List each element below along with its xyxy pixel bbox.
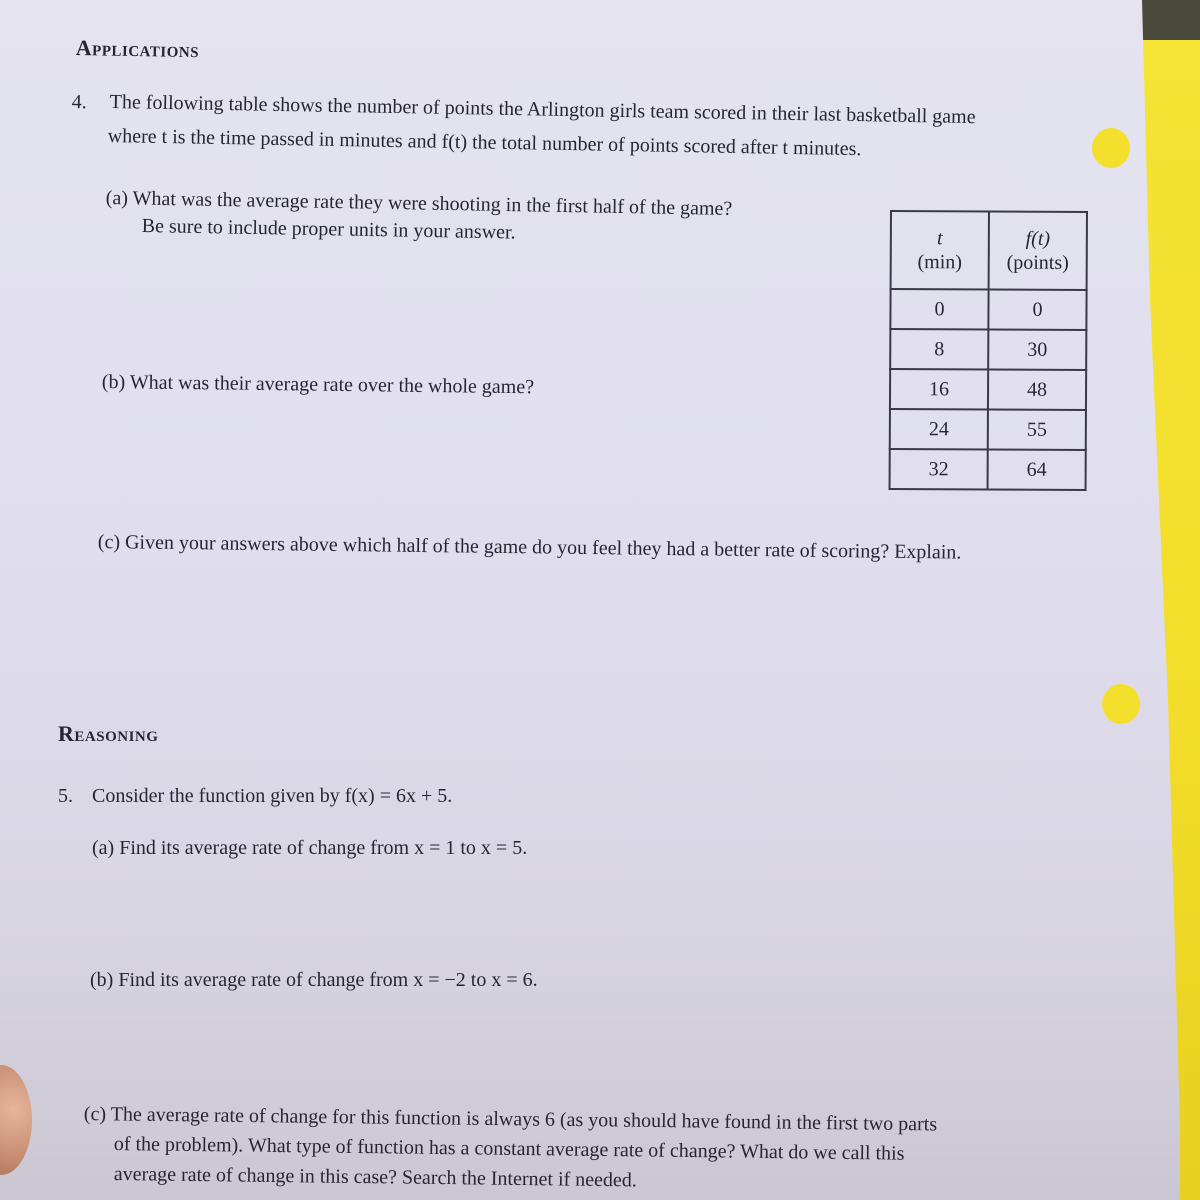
table-cell-points: 55 — [988, 410, 1086, 451]
table-header-time — [891, 211, 989, 290]
problem-4-intro-line-1: The following table shows the number of points the Arlington girls team scored in their last basketball game — [109, 90, 976, 129]
table-row — [890, 369, 1086, 410]
punch-hole-middle — [1102, 684, 1140, 724]
time-unit: (min) — [917, 251, 963, 274]
table-row — [890, 289, 1086, 330]
table-header-points — [989, 212, 1087, 291]
problem-4-part-a-line-2: Be sure to include proper units in your answer. — [141, 214, 516, 244]
problem-5-intro: Consider the function given by f(x) = 6x + 5. — [92, 785, 453, 807]
problem-5-part-c-line-3: average rate of change in this case? Search the Internet if needed. — [113, 1162, 638, 1192]
table-row — [890, 329, 1086, 370]
table-cell-points: 64 — [988, 450, 1086, 491]
reasoning-heading: Reasoning — [58, 721, 159, 746]
table-cell-time: 16 — [890, 369, 988, 410]
problem-4-intro-line-2: where t is the time passed in minutes and f(t) the total number of points scored after t minutes. — [107, 124, 862, 161]
punch-hole-top — [1092, 128, 1130, 168]
table-header-row — [891, 211, 1087, 290]
table-cell-points: 0 — [988, 290, 1086, 331]
problem-4-part-c: (c) Given your answers above which half of the game do you feel they had a better rate of scoring? Explain. — [97, 530, 962, 564]
table-cell-time: 8 — [890, 329, 988, 370]
problem-5-part-c-line-2: of the problem). What type of function has a constant average rate of change? What do we call this — [113, 1132, 905, 1165]
table-cell-time: 24 — [890, 409, 988, 450]
problem-4-part-b: (b) What was their average rate over the whole game? — [101, 370, 535, 399]
points-table — [889, 210, 1088, 491]
problem-4-number: 4. — [71, 90, 87, 114]
table-row — [890, 449, 1086, 490]
table-row — [890, 409, 1086, 450]
applications-heading: Applications — [75, 35, 200, 63]
problem-5-part-b: (b) Find its average rate of change from x = −2 to x = 6. — [90, 969, 538, 991]
table-cell-time: 0 — [890, 289, 988, 330]
points-unit: (points) — [1006, 251, 1069, 274]
time-variable: t — [937, 227, 943, 250]
problem-5-number: 5. — [58, 785, 73, 807]
table-cell-points: 48 — [988, 370, 1086, 411]
table-cell-time: 32 — [890, 449, 988, 490]
table-cell-points: 30 — [988, 330, 1086, 371]
problem-4-part-a-line-1: (a) What was the average rate they were shooting in the first half of the game? — [105, 186, 733, 220]
dark-corner — [1140, 0, 1200, 40]
points-variable: f(t) — [1025, 227, 1051, 250]
problem-5-part-c-line-1: (c) The average rate of change for this function is always 6 (as you should have found in the first two parts — [83, 1102, 938, 1136]
problem-5-part-a: (a) Find its average rate of change from x = 1 to x = 5. — [92, 837, 528, 859]
